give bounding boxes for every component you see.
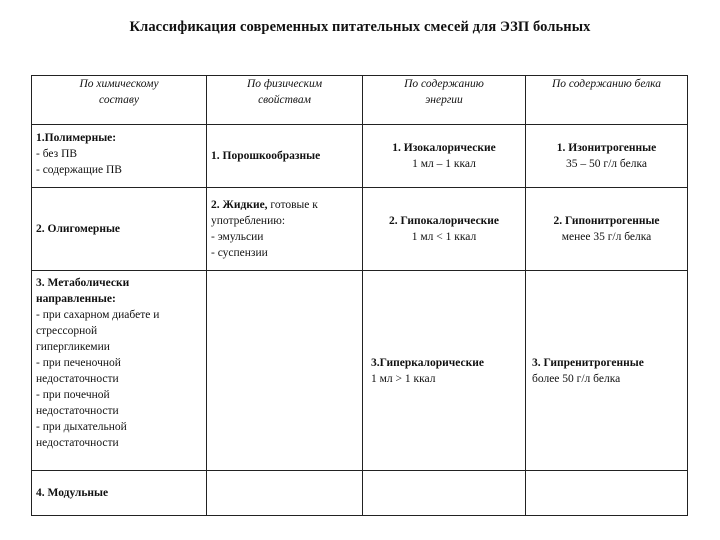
empty-cell bbox=[207, 471, 363, 516]
polymer-title: 1.Полимерные: bbox=[36, 132, 117, 144]
empty-cell bbox=[363, 471, 526, 516]
table-row bbox=[32, 271, 688, 471]
energy-hypo-cell: 2. Гипокалорические 1 мл < 1 ккал bbox=[363, 188, 526, 271]
chemical-modular-cell: 4. Модульные bbox=[32, 471, 207, 516]
table-row bbox=[32, 471, 688, 516]
table-row bbox=[32, 125, 688, 188]
header-physical: По физическим свойствам bbox=[207, 76, 363, 125]
empty-cell bbox=[526, 471, 688, 516]
page-title: Классификация современных питательных смесей для ЭЗП больных bbox=[129, 19, 591, 35]
energy-hyper-cell: 3.Гиперкалорические 1 мл > 1 ккал bbox=[363, 271, 526, 471]
energy-iso-cell: 1. Изокалорические 1 мл – 1 ккал bbox=[363, 125, 526, 188]
header-row bbox=[32, 76, 688, 125]
chemical-oligomer-cell: 2. Олигомерные bbox=[32, 188, 207, 271]
classification-table bbox=[31, 75, 688, 516]
chemical-polymer-cell: 1.Полимерные: - без ПВ - содержащие ПВ bbox=[32, 125, 207, 188]
table-row bbox=[32, 188, 688, 271]
protein-hyper-cell: 3. Гипренитрогенные более 50 г/л белка bbox=[526, 271, 688, 471]
physical-powder-cell: 1. Порошкообразные bbox=[207, 125, 363, 188]
header-chemical: По химическому составу bbox=[32, 76, 207, 125]
protein-hypo-cell: 2. Гипонитрогенные менее 35 г/л белка bbox=[526, 188, 688, 271]
protein-iso-cell: 1. Изонитрогенные 35 – 50 г/л белка bbox=[526, 125, 688, 188]
physical-liquid-cell: 2. Жидкие, готовые к употреблению: - эмульсии - суспензии bbox=[207, 188, 363, 271]
physical-empty-cell bbox=[207, 271, 363, 471]
header-energy: По содержанию энергии bbox=[363, 76, 526, 125]
header-protein: По содержанию белка bbox=[526, 76, 688, 125]
chemical-metabolic-cell: 3. Метаболически направленные: - при сахарном диабете и стрессорной гипергликемии - при печеночной недостаточности - при почечной недостаточности - при дыхательной недостаточности bbox=[32, 271, 207, 471]
